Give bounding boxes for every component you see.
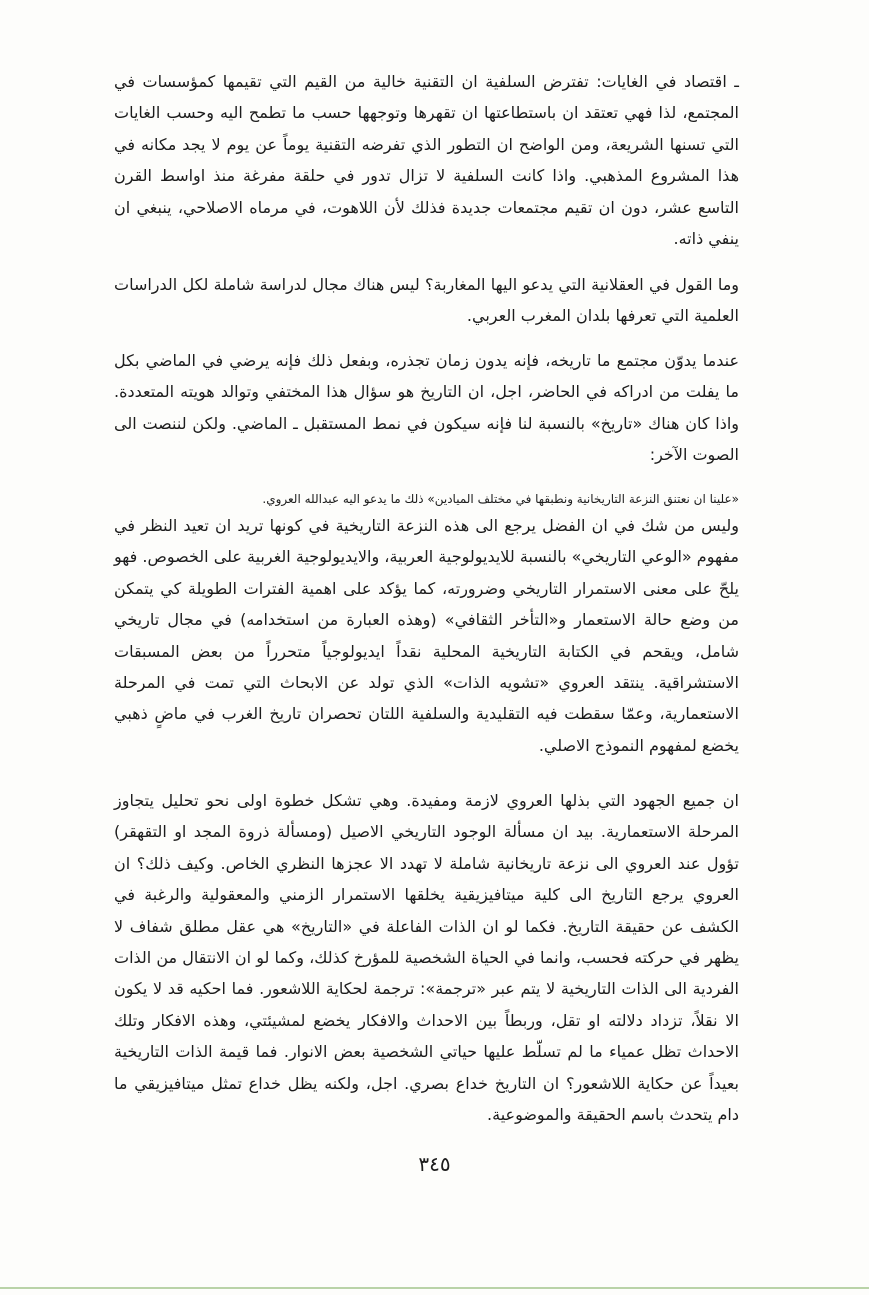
paragraph-history-writing: عندما يدوّن مجتمع ما تاريخه، فإنه يدون زمان تجذره، وبفعل ذلك فإنه يرضي في الماضي بكل ما يفلت من ادراكه في الحاضر، اجل، ان التاريخ هو سؤال هذا المختفي وتوالد هويته المتعددة. واذا كان هناك «تاريخ» بالنسبة لنا فإنه سيكون في نمط المستقبل ـ الماضي. ولكن لننصت الى الصوت الآخر: [114,351,739,465]
quote-laroui: «علينا ان نعتنق النزعة التاريخانية ونطبقها في مختلف الميادين» ذلك ما يدعو اليه عبدالله العروي. [262,492,739,506]
paragraph-laroui-critique: ان جميع الجهود التي بذلها العروي لازمة ومفيدة. وهي تشكل خطوة اولى نحو تحليل يتجاوز المرحلة الاستعمارية. بيد ان مسألة الوجود التاريخي الاصيل (ومسألة ذروة المجد او التقهقر) تؤول عند العروي الى نزعة تاريخانية شاملة لا تهدد الا عجزها النظري الخاص. وكيف ذلك؟ ان العروي يرجع التاريخ الى كلية ميتافيزيقية يخلقها الاستمرار الزمني والمعقولية والرغبة في الكشف عن حقيقة التاريخ. فكما لو ان الذات الفاعلة في «التاريخ» هي عقل مطلق شفاف لا يظهر في حركته فحسب، وانما في الحياة الشخصية للمؤرخ كذلك، وكما لو ان الانتقال من الذات الفردية الى الذات التاريخية لا يتم عبر «ترجمة»: ترجمة لحكاية اللاشعور. فما احكيه قد لا يكون الا نقلاً، تزداد دلالته او تقل، وربطاً بين الاحداث والافكار يخضع لمشيئتي، وهذه الافكار وتلك الاحداث تظل عمياء ما لم تسلّط عليها حياتي الشخصية بعض الانوار. فما قيمة الذات التاريخية بعيداً عن حكاية اللاشعور؟ ان التاريخ خداع بصري. اجل، ولكنه يظل خداع تمثل ميتافيزيقي ما دام يتحدث باسم الحقيقة والموضوعية. [114,791,739,1125]
bottom-divider [0,1287,869,1289]
paragraph-economy-of-ends: ـ اقتصاد في الغايات: تفترض السلفية ان التقنية خالية من القيم التي تقيمها كمؤسسات في المجتمع، لذا فهي تعتقد ان باستطاعتها ان تقهرها وتوجهها حسب ما تطمح اليه وحسب الغايات التي تسنها الشريعة، ومن الواضح ان التطور الذي تفرضه التقنية يوماً عن يوم لا يجد مكانه في هذا المشروع المذهبي. واذا كانت السلفية لا تزال تدور في حلقة مفرغة منذ اواسط القرن التاسع عشر، دون ان تقيم مجتمعات جديدة فذلك لأن اللاهوت، في مرماه الاصلاحي، ينبغي ان ينفي ذاته. [114,72,739,249]
paragraph-rationalism-question: وما القول في العقلانية التي يدعو اليها المغاربة؟ ليس هناك مجال لدراسة شاملة لكل الدراسات العلمية التي تعرفها بلدان المغرب العربي. [114,275,739,326]
page-number: ٣٤٥ [418,1152,451,1176]
paragraph-historicism: وليس من شك في ان الفضل يرجع الى هذه النزعة التاريخية في كونها تريد ان تعيد النظر في مفهوم «الوعي التاريخي» بالنسبة للايديولوجية العربية، والايديولوجية الغربية على الخصوص. فهو يلحّ على معنى الاستمرار التاريخي وضرورته، كما يؤكد على اهمية الفترات الطويلة كي يتمكن من وضع حالة الاستعمار و«التأخر الثقافي» (وهذه العبارة من استخدامه) في مجال تاريخي شامل، ويقحم في الكتابة التاريخية المحلية نقداً ايديولوجياً متحرراً من بعض المسبقات الاستشراقية. ينتقد العروي «تشويه الذات» الذي تولد عن الابحاث التي تمت في المرحلة الاستعمارية، وعمّا سقطت فيه التقليدية والسلفية اللتان تحصران تاريخ الغرب في ماضٍ ذهبي يخضع لمفهوم النموذج الاصلي. [114,516,739,755]
